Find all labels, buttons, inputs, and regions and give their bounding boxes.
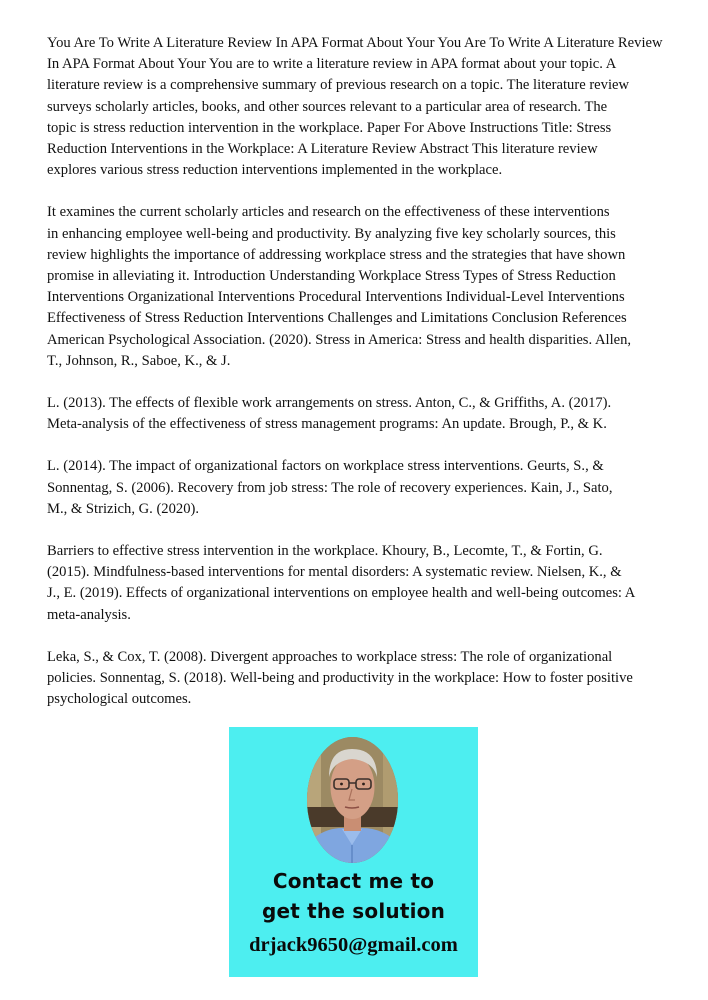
text-line: surveys scholarly articles, books, and other sources relevant to a particular area of research. The [47,98,608,115]
text-line: psychological outcomes. [47,691,192,708]
contact-heading-line-1: Contact me to [272,869,435,893]
text-line: policies. Sonnentag, S. (2018). Well-being and productivity in the workplace: How to foster positive [47,670,633,687]
text-line: (2015). Mindfulness-based interventions for mental disorders: A systematic review. Nielsen, K., & [47,564,622,581]
paragraph-abstract [47,202,677,372]
text-line: Meta-analysis of the effectiveness of stress management programs: An update. Brough, P., & K. [47,416,607,433]
text-line: topic is stress reduction intervention in the workplace. Paper For Above Instructions Title: Stress [47,119,612,136]
contact-heading-line-2: get the solution [261,899,446,923]
text-line: L. (2014). The impact of organizational factors on workplace stress interventions. Geurts, S., & [47,458,604,475]
paragraph-intro [47,33,677,181]
text-line: J., E. (2019). Effects of organizational interventions on employee health and well-being outcomes: A [47,585,636,602]
text-line: T., Johnson, R., Saboe, K., & J. [47,352,231,369]
paragraph-references-1 [47,393,677,435]
text-line: You Are To Write A Literature Review In APA Format About Your You Are To Write A Literature Review [47,35,663,51]
paragraph-references-2 [47,456,677,520]
text-line: Reduction Interventions in the Workplace: A Literature Review Abstract This literature review [47,141,598,158]
text-line: review highlights the importance of addressing workplace stress and the strategies that have shown [47,246,626,263]
paragraph-references-4 [47,647,677,711]
document-body [47,33,677,731]
contact-card[interactable] [229,727,478,977]
text-line: literature review is a comprehensive summary of previous research on a topic. The literature review [47,77,630,94]
text-line: promise in alleviating it. Introduction Understanding Workplace Stress Types of Stress Reduction [47,268,616,285]
text-line: Leka, S., & Cox, T. (2008). Divergent approaches to workplace stress: The role of organizational [47,648,613,665]
text-line: In APA Format About Your You are to write a literature review in APA format about your topic. A [47,56,617,73]
text-line: L. (2013). The effects of flexible work arrangements on stress. Anton, C., & Griffiths, A. (2017). [47,395,612,412]
text-line: Sonnentag, S. (2006). Recovery from job stress: The role of recovery experiences. Kain, J., Sato, [47,479,613,496]
person-portrait-icon [307,737,398,863]
text-line: It examines the current scholarly articles and research on the effectiveness of these interventions [47,204,610,221]
text-line: American Psychological Association. (2020). Stress in America: Stress and health disparities. Allen, [47,331,632,348]
text-line: Interventions Organizational Interventions Procedural Interventions Individual-Level Interventions [47,289,625,306]
text-line: in enhancing employee well-being and productivity. By analyzing five key scholarly sources, this [47,225,616,242]
contact-email[interactable]: drjack9650@gmail.com [249,934,458,956]
paragraph-references-3 [47,541,677,626]
text-line: Barriers to effective stress intervention in the workplace. Khoury, B., Lecomte, T., & Fortin, G. [47,543,603,560]
text-line: explores various stress reduction interventions implemented in the workplace. [47,162,503,179]
text-line: meta-analysis. [47,606,131,623]
text-line: M., & Strizich, G. (2020). [47,500,200,517]
text-line: Effectiveness of Stress Reduction Interventions Challenges and Limitations Conclusion References [47,310,627,327]
